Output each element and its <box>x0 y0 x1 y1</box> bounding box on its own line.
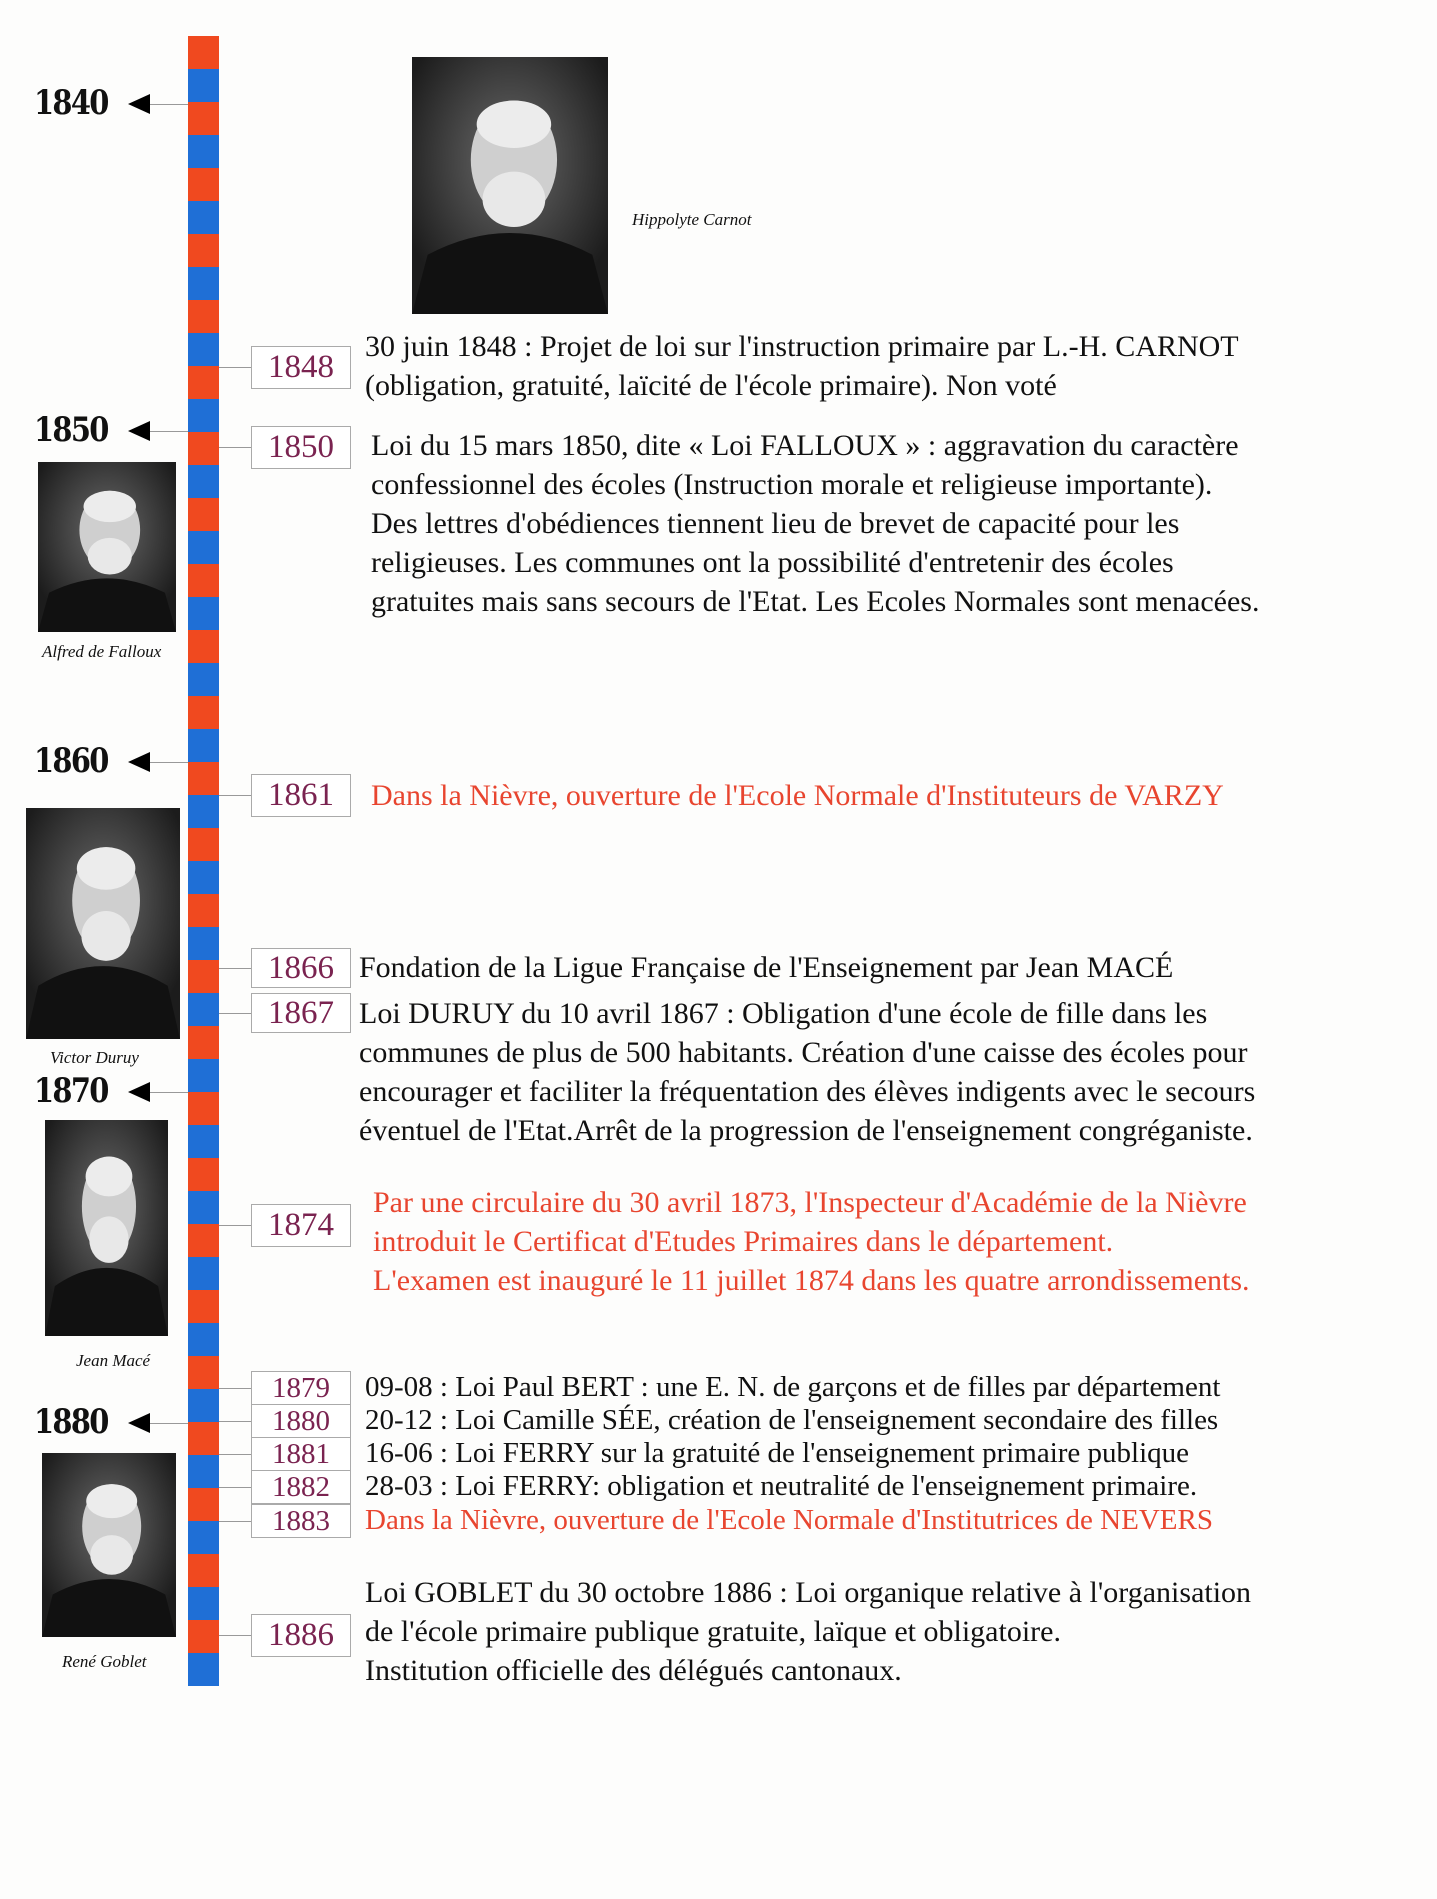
portrait-caption: René Goblet <box>62 1652 147 1671</box>
event-text-line: confessionnel des écoles (Instruction morale et religieuse importante). <box>371 468 1213 501</box>
decade-label: 1850 <box>34 410 108 450</box>
event-description <box>365 327 1239 405</box>
decade-label: 1870 <box>34 1071 108 1111</box>
connector-line <box>150 762 188 763</box>
arrow-left-icon <box>128 1413 150 1433</box>
decade-label: 1880 <box>34 1402 108 1442</box>
event-text-line: 16-06 : Loi FERRY sur la gratuité de l'enseignement primaire publique <box>365 1437 1190 1469</box>
decade-label: 1840 <box>34 83 108 123</box>
connector-line <box>150 1092 188 1093</box>
event-text-line: 30 juin 1848 : Projet de loi sur l'instruction primaire par L.-H. CARNOT <box>365 330 1239 363</box>
event-text-line: Des lettres d'obédiences tiennent lieu de brevet de capacité pour les <box>371 507 1180 540</box>
arrow-left-icon <box>128 94 150 114</box>
year-box: 1879 <box>251 1371 351 1405</box>
connector-line <box>219 1635 251 1636</box>
year-box: 1882 <box>251 1470 351 1504</box>
connector-line <box>219 447 251 448</box>
event-text-line: introduit le Certificat d'Etudes Primaires dans le département. <box>373 1225 1114 1258</box>
event-text-line: Dans la Nièvre, ouverture de l'Ecole Normale d'Institutrices de NEVERS <box>365 1504 1213 1536</box>
event-text-line: (obligation, gratuité, laïcité de l'école primaire). Non voté <box>365 369 1057 402</box>
event-text-line: 20-12 : Loi Camille SÉE, création de l'enseignement secondaire des filles <box>365 1404 1219 1436</box>
event-text-line: Loi DURUY du 10 avril 1867 : Obligation d'une école de fille dans les <box>359 997 1208 1030</box>
connector-line <box>219 1521 251 1522</box>
portrait-caption: Victor Duruy <box>50 1048 139 1067</box>
connector-line <box>219 1013 251 1014</box>
event-description <box>365 1404 1218 1437</box>
portrait-caption: Hippolyte Carnot <box>632 210 752 229</box>
year-box: 1883 <box>251 1504 351 1538</box>
connector-line <box>219 1421 251 1422</box>
event-description <box>365 1573 1251 1690</box>
connector-line <box>219 1487 251 1488</box>
portrait-photo <box>42 1453 176 1637</box>
timeline-bar <box>188 36 219 1686</box>
event-text-line: L'examen est inauguré le 11 juillet 1874 dans les quatre arrondissements. <box>373 1264 1250 1297</box>
connector-line <box>219 367 251 368</box>
portrait-caption: Jean Macé <box>76 1351 151 1370</box>
connector-line <box>219 1225 251 1226</box>
event-text-line: de l'école primaire publique gratuite, laïque et obligatoire. <box>365 1615 1061 1648</box>
year-box: 1874 <box>251 1204 351 1247</box>
year-box: 1881 <box>251 1437 351 1471</box>
event-description <box>365 1437 1189 1470</box>
event-text-line: Loi du 15 mars 1850, dite « Loi FALLOUX » : aggravation du caractère <box>371 429 1239 462</box>
year-box: 1850 <box>251 426 351 469</box>
event-text-line: Fondation de la Ligue Française de l'Enseignement par Jean MACÉ <box>359 951 1174 984</box>
event-description <box>373 1183 1250 1300</box>
arrow-left-icon <box>128 752 150 772</box>
connector-line <box>150 431 188 432</box>
event-text-line: gratuites mais sans secours de l'Etat. Les Ecoles Normales sont menacées. <box>371 585 1260 618</box>
year-box: 1886 <box>251 1614 351 1657</box>
portrait-photo <box>26 808 180 1039</box>
connector-line <box>150 1423 188 1424</box>
decade-label: 1860 <box>34 741 108 781</box>
event-text-line: éventuel de l'Etat.Arrêt de la progression de l'enseignement congréganiste. <box>359 1114 1253 1147</box>
event-description <box>371 776 1224 815</box>
connector-line <box>219 795 251 796</box>
event-description <box>365 1504 1213 1537</box>
event-text-line: Institution officielle des délégués cantonaux. <box>365 1654 902 1687</box>
event-description <box>371 426 1259 621</box>
year-box: 1867 <box>251 993 351 1033</box>
event-description <box>359 948 1173 987</box>
year-box: 1866 <box>251 948 351 988</box>
event-text-line: religieuses. Les communes ont la possibilité d'entretenir des écoles <box>371 546 1174 579</box>
portrait-caption: Alfred de Falloux <box>42 642 162 661</box>
event-description <box>365 1371 1220 1404</box>
connector-line <box>219 1388 251 1389</box>
arrow-left-icon <box>128 421 150 441</box>
event-text-line: 28-03 : Loi FERRY: obligation et neutralité de l'enseignement primaire. <box>365 1470 1198 1502</box>
event-text-line: 09-08 : Loi Paul BERT : une E. N. de garçons et de filles par département <box>365 1371 1221 1403</box>
portrait-photo <box>45 1120 168 1336</box>
connector-line <box>150 104 188 105</box>
connector-line <box>219 1454 251 1455</box>
portrait-photo <box>38 462 176 632</box>
event-description <box>359 994 1255 1150</box>
event-description <box>365 1470 1197 1503</box>
year-box: 1848 <box>251 346 351 389</box>
arrow-left-icon <box>128 1082 150 1102</box>
event-text-line: communes de plus de 500 habitants. Création d'une caisse des écoles pour <box>359 1036 1248 1069</box>
year-box: 1880 <box>251 1404 351 1438</box>
event-text-line: Dans la Nièvre, ouverture de l'Ecole Normale d'Instituteurs de VARZY <box>371 779 1224 812</box>
event-text-line: encourager et faciliter la fréquentation des élèves indigents avec le secours <box>359 1075 1256 1108</box>
year-box: 1861 <box>251 774 351 817</box>
portrait-photo <box>412 57 608 314</box>
event-text-line: Par une circulaire du 30 avril 1873, l'Inspecteur d'Académie de la Nièvre <box>373 1186 1247 1219</box>
event-text-line: Loi GOBLET du 30 octobre 1886 : Loi organique relative à l'organisation <box>365 1576 1252 1609</box>
connector-line <box>219 968 251 969</box>
